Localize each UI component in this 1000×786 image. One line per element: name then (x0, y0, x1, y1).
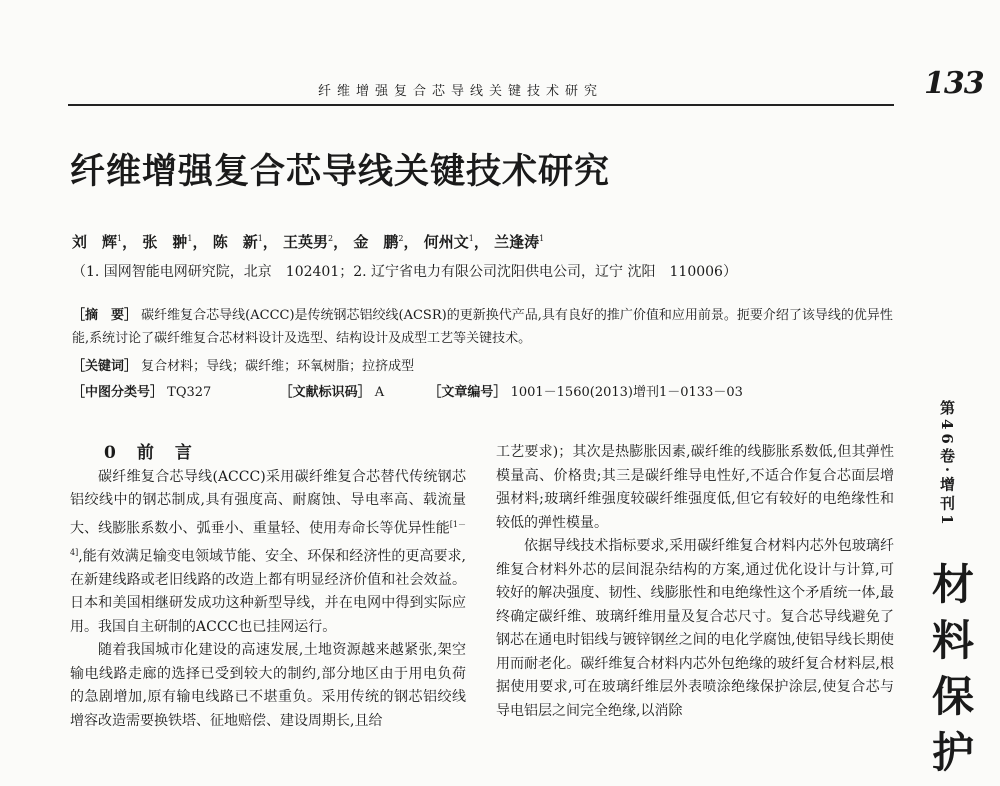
running-head: 纤维增强复合芯导线关键技术研究 (318, 84, 604, 99)
author: 兰逢涛 (494, 233, 540, 251)
header-rule (68, 104, 894, 106)
author: 何州文 (423, 233, 469, 251)
page-number: 133 (924, 66, 984, 101)
paragraph: 依据导线技术指标要求,采用碳纤维复合材料内芯外包玻璃纤维复合材料外芯的层间混杂结构的方案,通过优化设计与计算,可较好的解决强度、韧性、线膨胀性和电绝缘性这个矛盾统一体,最终确定碳纤维、玻璃纤维用量及复合芯尺寸。复合芯导线避免了钢芯在通电时铝线与镀锌钢丝之间的电化学腐蚀,使铝导线长期使用而耐老化。碳纤维复合材料内芯外包绝缘的玻纤复合材料层,根据使用要求,可在玻璃纤维层外表喷涂绝缘保护涂层,使复合芯与导电铝层之间完全绝缘,以消除 (496, 538, 894, 719)
author-list: 刘 辉$^1$， 张 翀$^1$， 陈 新$^1$， 王英男$^2$， 金 鹏$^2$， 何州文$^1$， 兰逢涛$^1$ (72, 233, 545, 251)
abstract-text: 碳纤维复合芯导线(ACCC)是传统钢芯铝绞线(ACSR)的更新换代产品,具有良好的推广价值和应用前景。扼要介绍了该导线的优异性能,系统讨论了碳纤维复合芯材料设计及选型、结构设计及成型工艺等关键技术。 (72, 308, 893, 346)
author-affil-mark: 2 (328, 234, 334, 243)
paragraph: 随着我国城市化建设的高速发展,土地资源越来越紧张,架空输电线路走廊的选择已受到较大的制约,部分地区由于用电负荷的急剧增加,原有输电线路已不堪重负。采用传统的钢芯铝绞线增容改造需要换铁塔、征地赔偿、建设周期长,且给 (70, 642, 466, 729)
article-title: 纤维增强复合芯导线关键技术研究 (70, 151, 611, 192)
author: 王英男 (283, 233, 329, 251)
author-affil-mark: 1 (187, 234, 193, 243)
classification-line (72, 381, 902, 404)
journal-volume: 第46卷·增刊1 (938, 400, 956, 529)
citation: [1－4] (70, 519, 466, 557)
article-no-value: 1001－1560(2013)增刊1－0133－03 (510, 385, 743, 400)
journal-name: 材料保护 (926, 562, 975, 786)
doc-code-label: ［文献标识码］ (279, 385, 371, 400)
author-affil-mark: 2 (398, 234, 404, 243)
author: 张 翀 (142, 233, 188, 251)
author-affil-mark: 1 (117, 234, 123, 243)
keywords (72, 355, 902, 378)
clc-label: ［中图分类号］ (72, 385, 164, 400)
abstract (72, 304, 902, 350)
abstract-label: ［摘 要］ (72, 308, 138, 323)
affiliation: （1. 国网智能电网研究院，北京 102401；2. 辽宁省电力有限公司沈阳供电公司，辽宁 沈阳 110006） (72, 264, 737, 280)
keywords-text: 复合材料；导线；碳纤维；环氧树脂；拉挤成型 (141, 359, 415, 374)
clc-value: TQ327 (167, 385, 212, 400)
author-affil-mark: 1 (539, 234, 545, 243)
author: 陈 新 (212, 233, 258, 251)
doc-code-value: A (374, 385, 385, 400)
section-heading: 0 前 言 (104, 443, 194, 463)
article-no-label: ［文章编号］ (428, 385, 507, 400)
body-column-left (70, 442, 466, 733)
paragraph-text: ,能有效满足输变电领域节能、安全、环保和经济性的更高要求,在新建线路或老旧线路的改造上都有明显经济价值和社会效益。日本和美国相继研发成功这种新型导线，并在电网中得到实际应用。我国自主研制的ACCC也已挂网运行。 (70, 548, 466, 635)
body-column-right (496, 441, 894, 723)
paragraph: 工艺要求)；其次是热膨胀因素,碳纤维的线膨胀系数低,但其弹性模量高、价格贵;其三是碳纤维导电性好,不适合作复合芯面层增强材料;玻璃纤维强度较碳纤维强度低,但它有较好的电绝缘性和较低的弹性模量。 (496, 444, 894, 531)
paragraph (70, 466, 466, 640)
author: 金 鹏 (353, 233, 399, 251)
author: 刘 辉 (72, 233, 118, 251)
paragraph-text: 碳纤维复合芯导线(ACCC)采用碳纤维复合芯替代传统钢芯铝绞线中的钢芯制成,具有强度高、耐腐蚀、导电率高、载流量大、线膨胀系数小、弧垂小、重量轻、使用寿命长等优异性能 (70, 468, 466, 537)
keywords-label: ［关键词］ (72, 359, 138, 374)
author-affil-mark: 1 (257, 234, 263, 243)
author-affil-mark: 1 (468, 234, 474, 243)
